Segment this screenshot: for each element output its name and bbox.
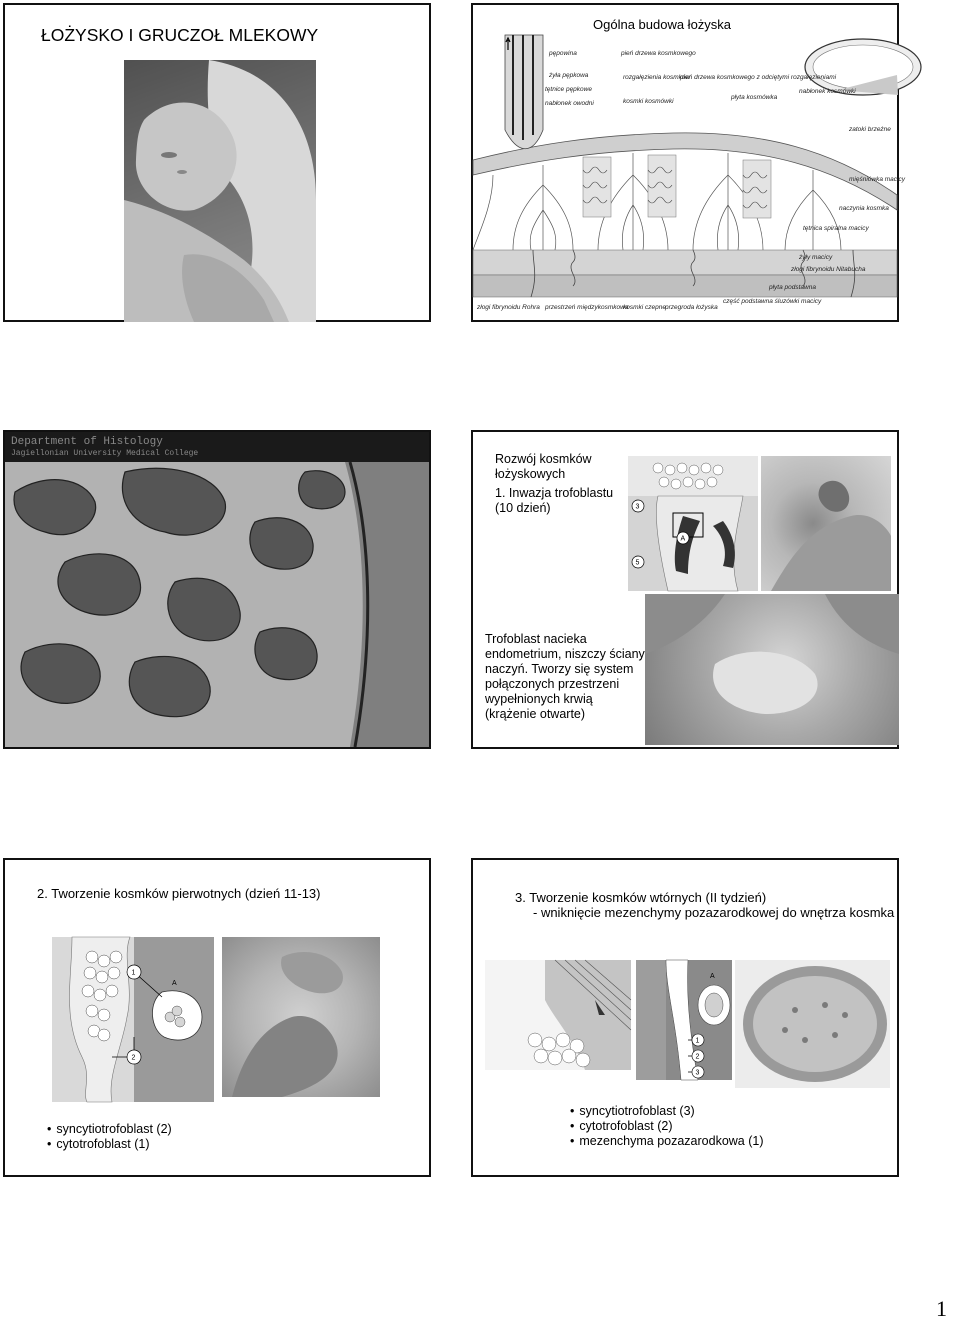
label-pepowina: pępowina bbox=[549, 50, 577, 57]
page-number: 1 bbox=[936, 1296, 947, 1321]
label-zlogi-rohra: złogi fibrynoidu Rohra bbox=[477, 304, 540, 311]
slide-description: Trofoblast nacieka endometrium, niszczy ściany naczyń. Tworzy się system połączonych przestrzeni wypełnionych krwią (krążenie otwarte) bbox=[485, 632, 645, 721]
label-przegroda: przegroda łożyska bbox=[665, 304, 718, 311]
secondary-villi-micrograph bbox=[735, 960, 890, 1088]
label-tetnice: tętnice pępkowe bbox=[545, 86, 592, 93]
trophoblast-micrograph-bottom bbox=[645, 594, 899, 745]
micrograph-shapes bbox=[645, 594, 899, 745]
label-nablonek-kosmowki: nabłonek kosmówki bbox=[799, 88, 856, 95]
label-miesniowka: mięśniówka macicy bbox=[849, 176, 905, 183]
bullet-cytotrofoblast: • cytotrofoblast (1) bbox=[47, 1137, 172, 1152]
label-kosmki-czepne: kosmki czepne bbox=[623, 304, 666, 311]
slide-title-line2: - wniknięcie mezenchymy pozazarodkowej do wnętrza kosmka bbox=[533, 905, 895, 920]
slide-title: 2. Tworzenie kosmków pierwotnych (dzień 11-13) bbox=[37, 886, 321, 901]
bullet-list bbox=[47, 1122, 172, 1152]
label-czesc-podstawna: część podstawna śluzówki macicy bbox=[723, 298, 822, 305]
label-kosmki-kosmowki: kosmki kosmówki bbox=[623, 98, 674, 105]
micrograph-shapes bbox=[761, 456, 891, 591]
label-zyly-macicy: żyły macicy bbox=[799, 254, 833, 261]
slide-5 bbox=[3, 858, 431, 1177]
label-A: A bbox=[172, 980, 177, 987]
secondary-villi-sketch bbox=[485, 960, 631, 1070]
breastfeeding-photo bbox=[124, 60, 316, 322]
label-plyta-kosmowka: płyta kosmówka bbox=[731, 94, 778, 101]
slide-4 bbox=[471, 430, 899, 749]
label-pien-drzewa: pień drzewa kosmkowego bbox=[621, 50, 696, 57]
label-5: 5 bbox=[635, 559, 640, 567]
label-2: 2 bbox=[695, 1053, 700, 1061]
watermark-line1: Department of Histology bbox=[11, 436, 163, 448]
placenta-structure-diagram bbox=[473, 35, 905, 321]
secondary-villi-diagram bbox=[636, 960, 732, 1080]
micrograph-shapes bbox=[735, 960, 890, 1088]
label-A: A bbox=[710, 973, 715, 980]
trophoblast-micrograph-top bbox=[761, 456, 891, 591]
slide-heading: Rozwój kosmków łożyskowych bbox=[495, 452, 592, 481]
label-1: 1 bbox=[131, 969, 136, 977]
label-rozgalezienia: rozgałęzienia kosmków bbox=[623, 74, 691, 81]
label-zlogi-nitabucha: złogi fibrynoidu Nitabucha bbox=[791, 266, 866, 273]
label-3: 3 bbox=[635, 503, 640, 511]
primary-villi-micrograph bbox=[222, 937, 380, 1097]
sketch-shapes bbox=[485, 960, 631, 1070]
label-plyta-podstawna: płyta podstawna bbox=[769, 284, 816, 291]
label-nablonek-owodni: nabłonek owodni bbox=[545, 100, 594, 107]
watermark-line2: Jagiellonian University Medical College bbox=[11, 449, 199, 458]
primary-villi-diagram bbox=[52, 937, 214, 1102]
label-zyla: żyła pępkowa bbox=[549, 72, 589, 79]
slide-title: Ogólna budowa łożyska bbox=[593, 17, 732, 32]
bullet-list bbox=[570, 1104, 764, 1149]
slide-title: ŁOŻYSKO I GRUCZOŁ MLEKOWY bbox=[41, 25, 319, 45]
slide-2 bbox=[471, 3, 905, 322]
label-A: A bbox=[680, 535, 686, 543]
label-zatoki: zatoki brzeżne bbox=[849, 126, 891, 133]
trophoblast-invasion-diagram bbox=[628, 456, 758, 591]
bullet-mezenchyma: • mezenchyma pozazarodkowa (1) bbox=[570, 1134, 764, 1149]
slide-6 bbox=[471, 858, 899, 1177]
histology-shapes bbox=[5, 432, 429, 747]
bullet-cytotrofoblast: • cytotrofoblast (2) bbox=[570, 1119, 764, 1134]
label-3: 3 bbox=[695, 1069, 700, 1077]
label-naczynia: naczynia kosmka bbox=[839, 205, 889, 212]
slide-step: 1. Inwazja trofoblastu (10 dzień) bbox=[495, 486, 614, 515]
label-2: 2 bbox=[131, 1054, 136, 1062]
photo-shapes bbox=[124, 60, 316, 322]
label-tetnica-spiralna: tętnica spiralna macicy bbox=[803, 225, 869, 232]
slide-1 bbox=[3, 3, 431, 322]
slide-3 bbox=[3, 430, 431, 749]
histology-photo bbox=[5, 432, 429, 747]
bullet-syncytiotrofoblast: • syncytiotrofoblast (2) bbox=[47, 1122, 172, 1137]
label-pien-odciete: pień drzewa kosmkowego z odciętymi rozgałęzieniami bbox=[680, 74, 837, 81]
slide-title-line1: 3. Tworzenie kosmków wtórnych (II tydzień) bbox=[515, 890, 767, 905]
label-przestrzen: przestrzeń międzykosmkowa bbox=[545, 304, 629, 311]
label-1: 1 bbox=[695, 1037, 700, 1045]
micrograph-shapes bbox=[222, 937, 380, 1097]
bullet-syncytiotrofoblast: • syncytiotrofoblast (3) bbox=[570, 1104, 764, 1119]
